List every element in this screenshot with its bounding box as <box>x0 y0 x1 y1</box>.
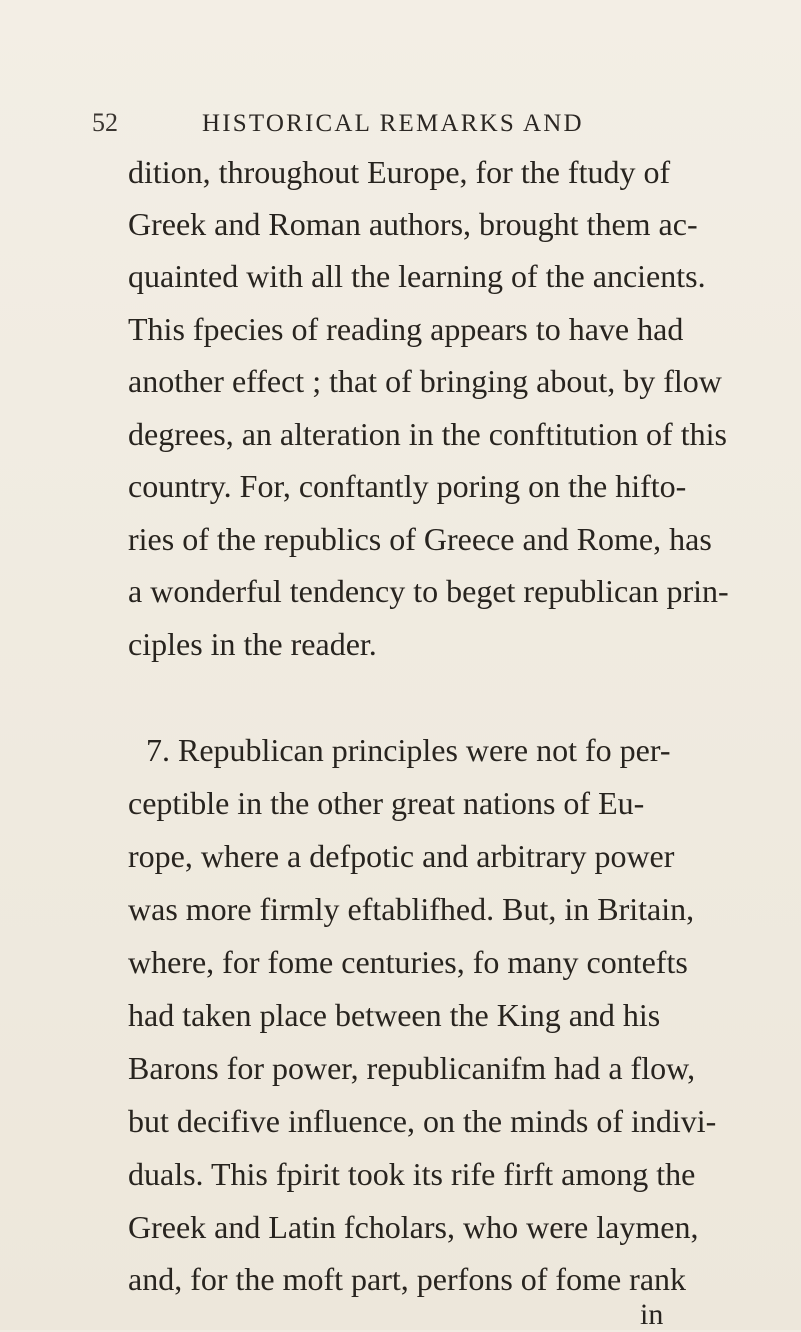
text-line: another effect ; that of bringing about, by flow <box>128 363 722 399</box>
text-line: had taken place between the King and his <box>128 997 661 1033</box>
text-line: was more firmly eftablifhed. But, in Britain, <box>128 891 695 927</box>
running-head: HISTORICAL REMARKS AND <box>202 110 584 137</box>
text-line: ciples in the reader. <box>128 626 377 662</box>
text-line: Barons for power, republicanifm had a flow, <box>128 1050 696 1086</box>
text-line-paragraph-start: 7. Republican principles were not fo per- <box>146 732 671 768</box>
text-line: ries of the republics of Greece and Rome, has <box>128 521 712 557</box>
text-line: a wonderful tendency to beget republican prin- <box>128 573 729 609</box>
text-line: dition, throughout Europe, for the ftudy of <box>128 154 671 190</box>
text-line: rope, where a defpotic and arbitrary power <box>128 838 675 874</box>
text-line: where, for fome centuries, fo many contefts <box>128 944 688 980</box>
text-line: duals. This fpirit took its rife firft among the <box>128 1156 696 1192</box>
text-line: but decifive influence, on the minds of indivi- <box>128 1103 717 1139</box>
text-line: ceptible in the other great nations of Eu- <box>128 785 645 821</box>
text-line: Greek and Roman authors, brought them ac- <box>128 206 698 242</box>
text-line: country. For, conftantly poring on the hifto- <box>128 468 687 504</box>
text-line: Greek and Latin fcholars, who were laymen, <box>128 1209 699 1245</box>
text-line: and, for the moft part, perfons of fome rank <box>128 1261 687 1297</box>
text-line: degrees, an alteration in the conftitution of this <box>128 416 727 452</box>
page-number: 52 <box>92 108 118 137</box>
text-line: quainted with all the learning of the ancients. <box>128 258 706 294</box>
text-line: This fpecies of reading appears to have had <box>128 311 684 347</box>
catchword: in <box>640 1298 664 1331</box>
page-header <box>92 108 732 148</box>
